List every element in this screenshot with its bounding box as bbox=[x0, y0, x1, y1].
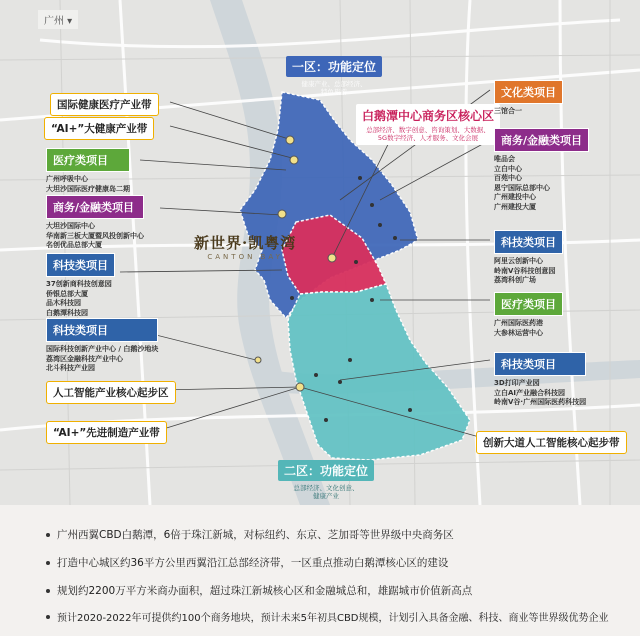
zone-2-label bbox=[278, 460, 374, 500]
group-culture-right bbox=[494, 80, 563, 117]
zone-1-desc: 健康产业、总部经济、 特色旅游 bbox=[301, 80, 367, 96]
category-tech: 科技类项目 bbox=[494, 230, 563, 254]
group-medical-right bbox=[494, 292, 563, 338]
group-business-left bbox=[46, 195, 144, 251]
category-culture: 文化类项目 bbox=[494, 80, 563, 104]
category-tech: 科技类项目 bbox=[46, 318, 158, 342]
group-business-right bbox=[494, 128, 589, 212]
zone-2-desc: 总部经济、文化创意、 健康产业 bbox=[293, 484, 359, 500]
medical-list: 广州呼吸中心 大坦沙国际医疗健康岛二期 bbox=[46, 175, 130, 193]
business-list-right: 唯品会 立白中心 百苑中心 恩宁国际总部中心 广州建投中心 广州建投大厦 bbox=[494, 155, 550, 211]
label-ai-core-start-zone: 人工智能产业核心起步区 bbox=[46, 381, 176, 404]
zone-1-title: 一区：功能定位 bbox=[286, 56, 382, 77]
summary-bullet: 预计2020-2022年可提供约100个商务地块，预计未来5年初具CBD规模，计划引入具备金融、科技、商业等世界级优势企业 bbox=[46, 609, 609, 624]
group-tech-right-1 bbox=[494, 230, 563, 286]
category-medical: 医疗类项目 bbox=[46, 148, 130, 172]
group-tech-left-1 bbox=[46, 253, 115, 328]
bullet-dot-icon bbox=[46, 615, 50, 619]
summary-bullet: 打造中心城区约36平方公里西翼沿江总部经济带，一区重点推动白鹅潭核心区的建设 bbox=[46, 555, 448, 570]
brand-logo: 新世界·凯粤湾 CANTON BAY bbox=[194, 234, 297, 261]
tech-list-2: 国际科技创新产业中心 / 白鹅沙地块 荔湾区金融科技产业中心 北斗科技产业园 bbox=[46, 345, 159, 372]
category-tech: 科技类项目 bbox=[46, 253, 115, 277]
bullet-dot-icon bbox=[46, 533, 50, 537]
summary-panel bbox=[0, 505, 640, 636]
zone-1-label bbox=[286, 56, 382, 96]
category-tech: 科技类项目 bbox=[494, 352, 586, 376]
core-title: 白鹅潭中心商务区核心区 bbox=[362, 109, 495, 123]
category-business: 商务/金融类项目 bbox=[46, 195, 144, 219]
culture-list: 三馆合一 bbox=[494, 107, 522, 115]
group-tech-right-2 bbox=[494, 352, 586, 408]
tech-list-1: 37创新商科技创意园 侨银总部大厦 品木科技园 白鹅潭科技园 bbox=[46, 280, 112, 317]
core-label bbox=[356, 104, 500, 145]
summary-bullet: 规划约2200万平方米商办面积，超过珠江新城核心区和金融城总和，雄踞城市价值新高点 bbox=[46, 583, 472, 598]
city-select[interactable]: 广州 ▾ bbox=[38, 10, 78, 29]
tech-list-right-2: 3D打印产业园 立白AI产业融合科技园 岭南V谷·广州国际医药科技园 bbox=[494, 379, 587, 406]
tech-list-right-1: 阿里云创新中心 岭南V谷科技创意园 荔湾科创广场 bbox=[494, 257, 556, 284]
category-medical: 医疗类项目 bbox=[494, 292, 563, 316]
label-ai-manufacturing-belt: “AI+”先进制造产业带 bbox=[46, 421, 167, 444]
medical-list-right: 广州国际医药港 大参林运营中心 bbox=[494, 319, 543, 337]
core-desc: 总部经济、数字创意、咨询策划、大数据、 5G数字经济、人才服务、文化会展 bbox=[366, 126, 490, 142]
business-list: 大坦沙国际中心 华南新三板大厦暨风投创新中心 名创优品总部大厦 bbox=[46, 222, 144, 249]
label-innovation-ai-belt: 创新大道人工智能核心起步带 bbox=[476, 431, 627, 454]
bullet-dot-icon bbox=[46, 589, 50, 593]
label-ai-health-belt: “AI+”大健康产业带 bbox=[44, 117, 154, 140]
group-tech-left-2 bbox=[46, 318, 158, 374]
summary-bullet: 广州西翼CBD白鹅潭，6倍于珠江新城，对标纽约、东京、芝加哥等世界级中央商务区 bbox=[46, 527, 454, 542]
label-intl-health-belt: 国际健康医疗产业带 bbox=[50, 93, 159, 116]
bullet-dot-icon bbox=[46, 561, 50, 565]
group-medical-left bbox=[46, 148, 130, 194]
zone-2-title: 二区：功能定位 bbox=[278, 460, 374, 481]
category-business: 商务/金融类项目 bbox=[494, 128, 589, 152]
